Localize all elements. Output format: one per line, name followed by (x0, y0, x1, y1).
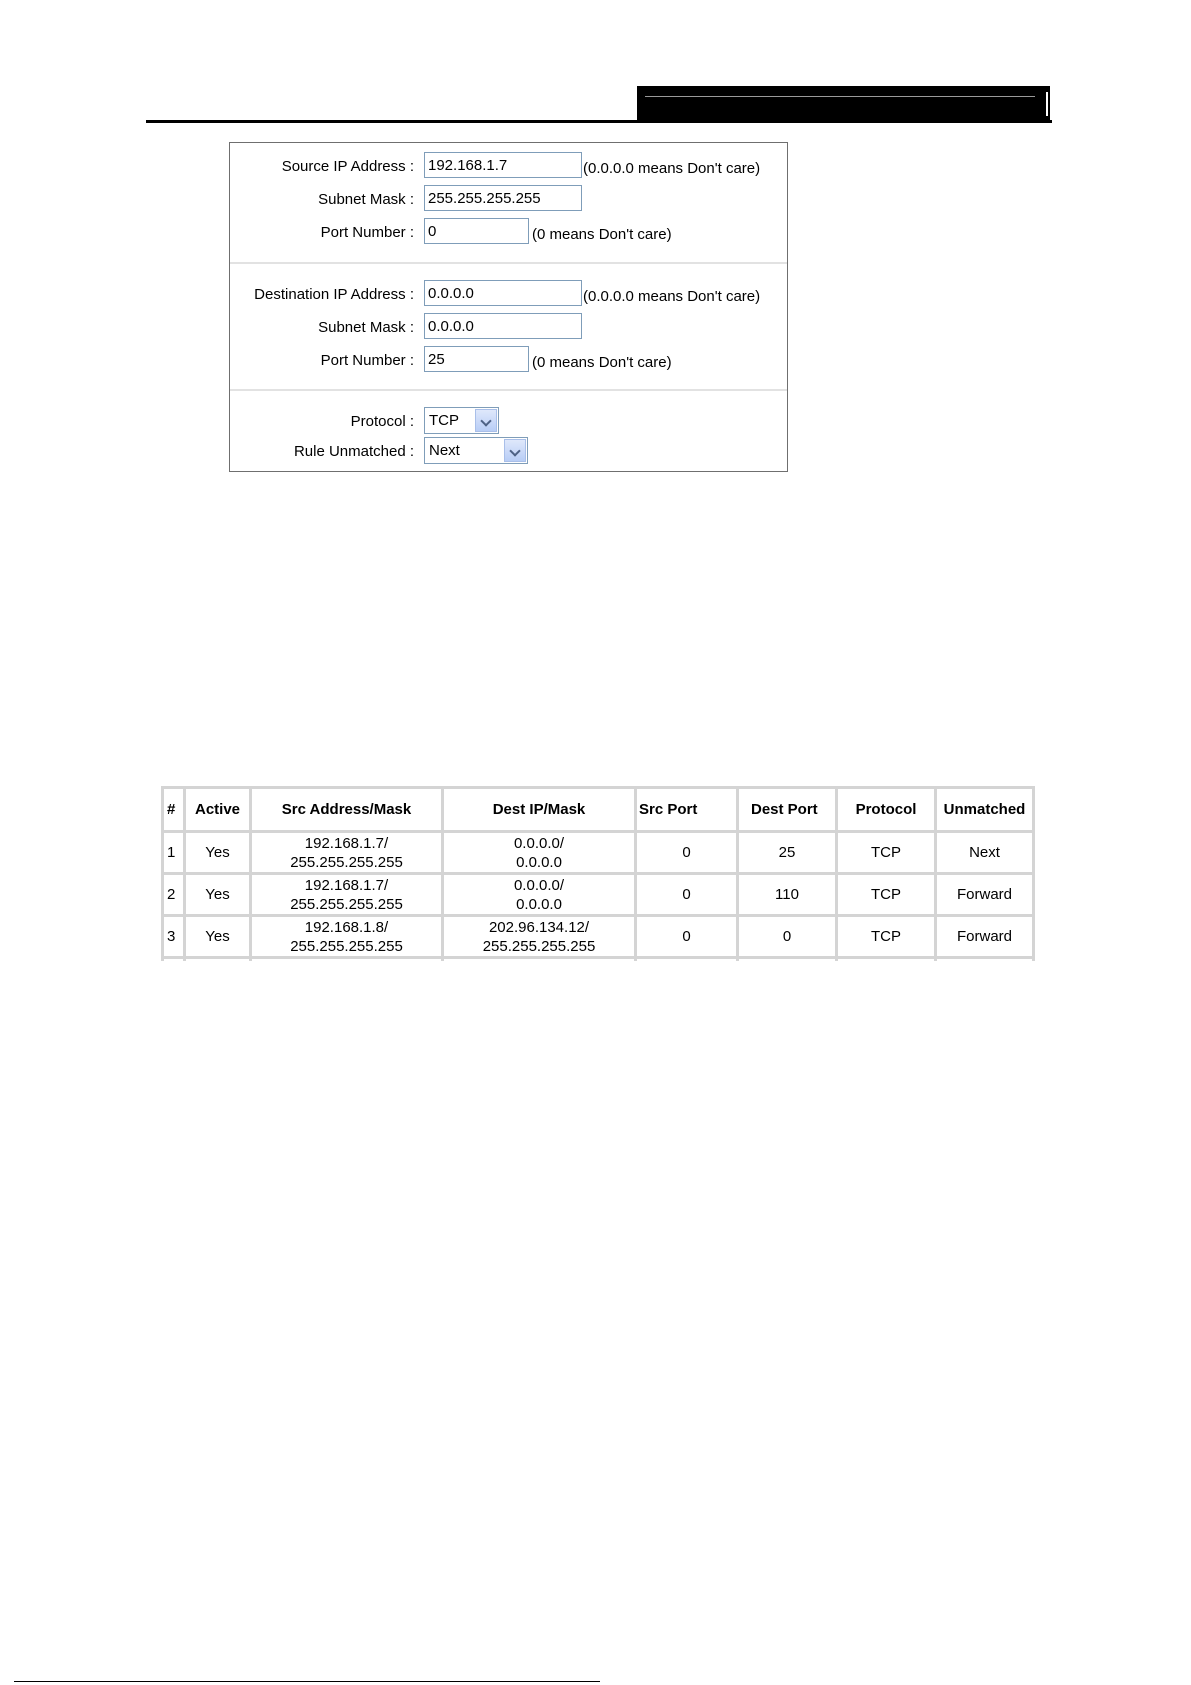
row-unmatched: Forward (936, 916, 1034, 958)
source-mask-label: Subnet Mask : (318, 191, 414, 208)
source-ip-label: Source IP Address : (281, 158, 414, 175)
dest-mask-input[interactable] (424, 313, 582, 339)
rule-unmatched-label: Rule Unmatched : (293, 443, 414, 460)
source-port-input[interactable] (424, 218, 529, 244)
row-dest-address (443, 916, 636, 958)
row-src-port: 0 (636, 916, 738, 958)
dest-ip-input[interactable] (424, 280, 582, 306)
row-dest-address (443, 874, 636, 916)
source-ip-row (230, 152, 787, 182)
row-unmatched: Next (936, 832, 1034, 874)
protocol-label: Protocol : (350, 413, 414, 430)
row-src-port: 0 (636, 832, 738, 874)
table-row-partial (163, 958, 1034, 962)
dest-port-row (230, 346, 787, 376)
table-row (163, 832, 1034, 874)
rule-unmatched-select-value: Next (429, 442, 460, 459)
source-section (230, 143, 787, 263)
source-port-note: (0 means Don't care) (532, 226, 672, 243)
row-src-address (251, 832, 443, 874)
table-row (163, 874, 1034, 916)
row-src-port: 0 (636, 874, 738, 916)
row-src-ip: 192.168.1.7/ (304, 834, 389, 852)
page-header-rule (146, 120, 1052, 123)
row-dest-mask: 0.0.0.0 (516, 853, 562, 871)
chevron-down-icon[interactable] (475, 409, 497, 432)
page-footer-rule (14, 1681, 600, 1682)
row-number: 1 (163, 832, 185, 874)
column-header-number: # (163, 788, 185, 832)
table-header-row (163, 788, 1034, 832)
rules-table (161, 786, 1035, 961)
rule-unmatched-select[interactable] (424, 437, 528, 464)
protocol-select-value: TCP (429, 412, 459, 429)
row-dest-ip: 0.0.0.0/ (513, 876, 565, 894)
row-dest-ip: 202.96.134.12/ (488, 918, 590, 936)
row-active: Yes (185, 916, 251, 958)
dest-ip-row (230, 280, 787, 310)
dest-ip-note: (0.0.0.0 means Don't care) (583, 288, 761, 305)
table-row (163, 916, 1034, 958)
row-dest-address (443, 832, 636, 874)
page-header-inner-rule (645, 96, 1035, 97)
chevron-down-icon[interactable] (504, 439, 526, 462)
row-src-address (251, 916, 443, 958)
row-dest-port: 25 (738, 832, 837, 874)
row-protocol: TCP (837, 874, 936, 916)
page-header-tick (1046, 92, 1048, 116)
dest-mask-row (230, 313, 787, 343)
column-header-dest-ip: Dest IP/Mask (443, 788, 636, 832)
row-src-mask: 255.255.255.255 (290, 937, 403, 955)
source-port-label: Port Number : (320, 224, 414, 241)
row-number: 3 (163, 916, 185, 958)
dest-mask-label: Subnet Mask : (318, 319, 414, 336)
dest-ip-label: Destination IP Address : (254, 286, 414, 303)
section-divider (230, 262, 787, 264)
rule-settings-form (229, 142, 788, 472)
row-active: Yes (185, 874, 251, 916)
page-header-bar (637, 86, 1050, 121)
rule-unmatched-row (230, 437, 787, 467)
row-dest-mask: 255.255.255.255 (482, 937, 596, 955)
row-dest-mask: 0.0.0.0 (516, 895, 562, 913)
row-src-address (251, 874, 443, 916)
section-divider (230, 389, 787, 391)
row-dest-ip: 0.0.0.0/ (513, 834, 565, 852)
row-dest-port: 110 (738, 874, 837, 916)
options-section (230, 393, 787, 471)
source-ip-note: (0.0.0.0 means Don't care) (583, 160, 761, 177)
column-header-src-port: Src Port (636, 788, 738, 832)
row-src-mask: 255.255.255.255 (290, 853, 403, 871)
row-active: Yes (185, 832, 251, 874)
dest-port-label: Port Number : (320, 352, 414, 369)
dest-port-note: (0 means Don't care) (532, 354, 672, 371)
source-mask-input[interactable] (424, 185, 582, 211)
column-header-dest-port: Dest Port (738, 788, 837, 832)
row-src-mask: 255.255.255.255 (290, 895, 403, 913)
row-src-ip: 192.168.1.7/ (304, 876, 389, 894)
row-number: 2 (163, 874, 185, 916)
row-protocol: TCP (837, 832, 936, 874)
column-header-unmatched: Unmatched (936, 788, 1034, 832)
column-header-src-address: Src Address/Mask (251, 788, 443, 832)
column-header-protocol: Protocol (837, 788, 936, 832)
row-unmatched: Forward (936, 874, 1034, 916)
column-header-active: Active (185, 788, 251, 832)
protocol-select[interactable] (424, 407, 499, 434)
row-protocol: TCP (837, 916, 936, 958)
row-dest-port: 0 (738, 916, 837, 958)
dest-port-input[interactable] (424, 346, 529, 372)
source-mask-row (230, 185, 787, 215)
destination-section (230, 267, 787, 387)
protocol-row (230, 407, 787, 437)
source-port-row (230, 218, 787, 248)
row-src-ip: 192.168.1.8/ (304, 918, 389, 936)
source-ip-input[interactable] (424, 152, 582, 178)
